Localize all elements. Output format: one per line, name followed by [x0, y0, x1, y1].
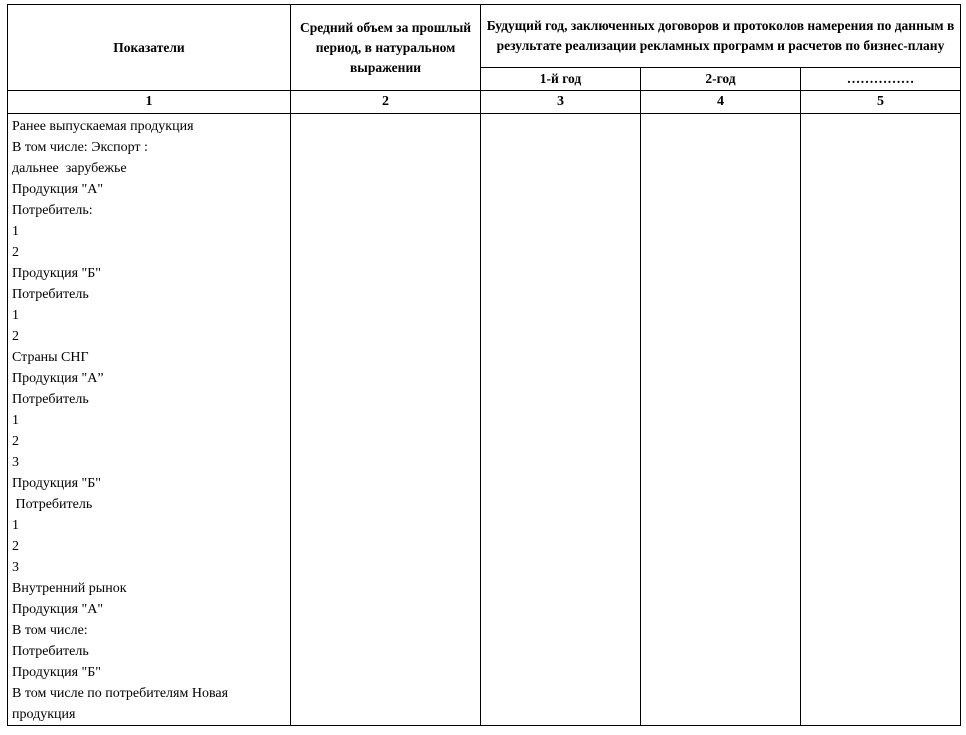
header-year-2: 2-год	[641, 68, 801, 91]
indicator-line: 3	[12, 560, 19, 575]
column-number: 2	[291, 91, 481, 114]
column-number: 3	[481, 91, 641, 114]
header-year-more: ……………	[801, 68, 961, 91]
column-number: 5	[801, 91, 961, 114]
indicator-line: 2	[12, 245, 19, 260]
header-year-1: 1-й год	[481, 68, 641, 91]
indicator-line: 1	[12, 224, 19, 239]
column-numbers-row	[8, 91, 961, 114]
indicator-line: В том числе:	[12, 623, 88, 638]
column-number: 1	[8, 91, 291, 114]
indicator-line: Потребитель	[12, 392, 89, 407]
indicator-line: Продукция "А”	[12, 371, 104, 386]
indicator-line: 1	[12, 413, 19, 428]
indicator-line: Продукция "Б"	[12, 266, 102, 281]
indicator-line: Потребитель:	[12, 203, 93, 218]
indicator-line: Внутренний рынок	[12, 581, 127, 596]
indicator-line: Продукция "А"	[12, 602, 104, 617]
indicator-line: Продукция "Б"	[12, 665, 102, 680]
indicator-line: Ранее выпускаемая продукция	[12, 119, 194, 134]
indicator-line: дальнее зарубежье	[12, 161, 127, 176]
indicator-line: 2	[12, 329, 19, 344]
indicator-line: 2	[12, 539, 19, 554]
indicator-line: 3	[12, 455, 19, 470]
indicator-line: В том числе: Экспорт :	[12, 140, 148, 155]
year-1-cell	[481, 114, 641, 726]
indicator-line: продукция	[12, 707, 76, 722]
indicator-line: 1	[12, 308, 19, 323]
header-average-volume: Средний объем за прошлый период, в натуральном выражении	[291, 5, 481, 91]
year-more-cell	[801, 114, 961, 726]
body-row	[8, 114, 961, 726]
column-number: 4	[641, 91, 801, 114]
indicator-line: Потребитель	[12, 287, 89, 302]
indicator-line: 2	[12, 434, 19, 449]
header-row	[8, 5, 961, 68]
header-indicators: Показатели	[8, 5, 291, 91]
indicator-line: Продукция "А"	[12, 182, 104, 197]
year-2-cell	[641, 114, 801, 726]
indicators-table	[7, 4, 961, 726]
indicator-line: Потребитель	[12, 644, 89, 659]
indicator-line: В том числе по потребителям Новая	[12, 686, 229, 701]
indicator-line: Продукция "Б"	[12, 476, 102, 491]
indicator-line: 1	[12, 518, 19, 533]
header-future-year: Будущий год, заключенных договоров и протоколов намерения по данным в результате реализации рекламных программ и расчетов по бизнес-плану	[481, 5, 961, 68]
indicator-line: Потребитель	[12, 497, 93, 512]
average-volume-cell	[291, 114, 481, 726]
indicator-line: Страны СНГ	[12, 350, 89, 365]
indicator-list	[8, 114, 291, 726]
